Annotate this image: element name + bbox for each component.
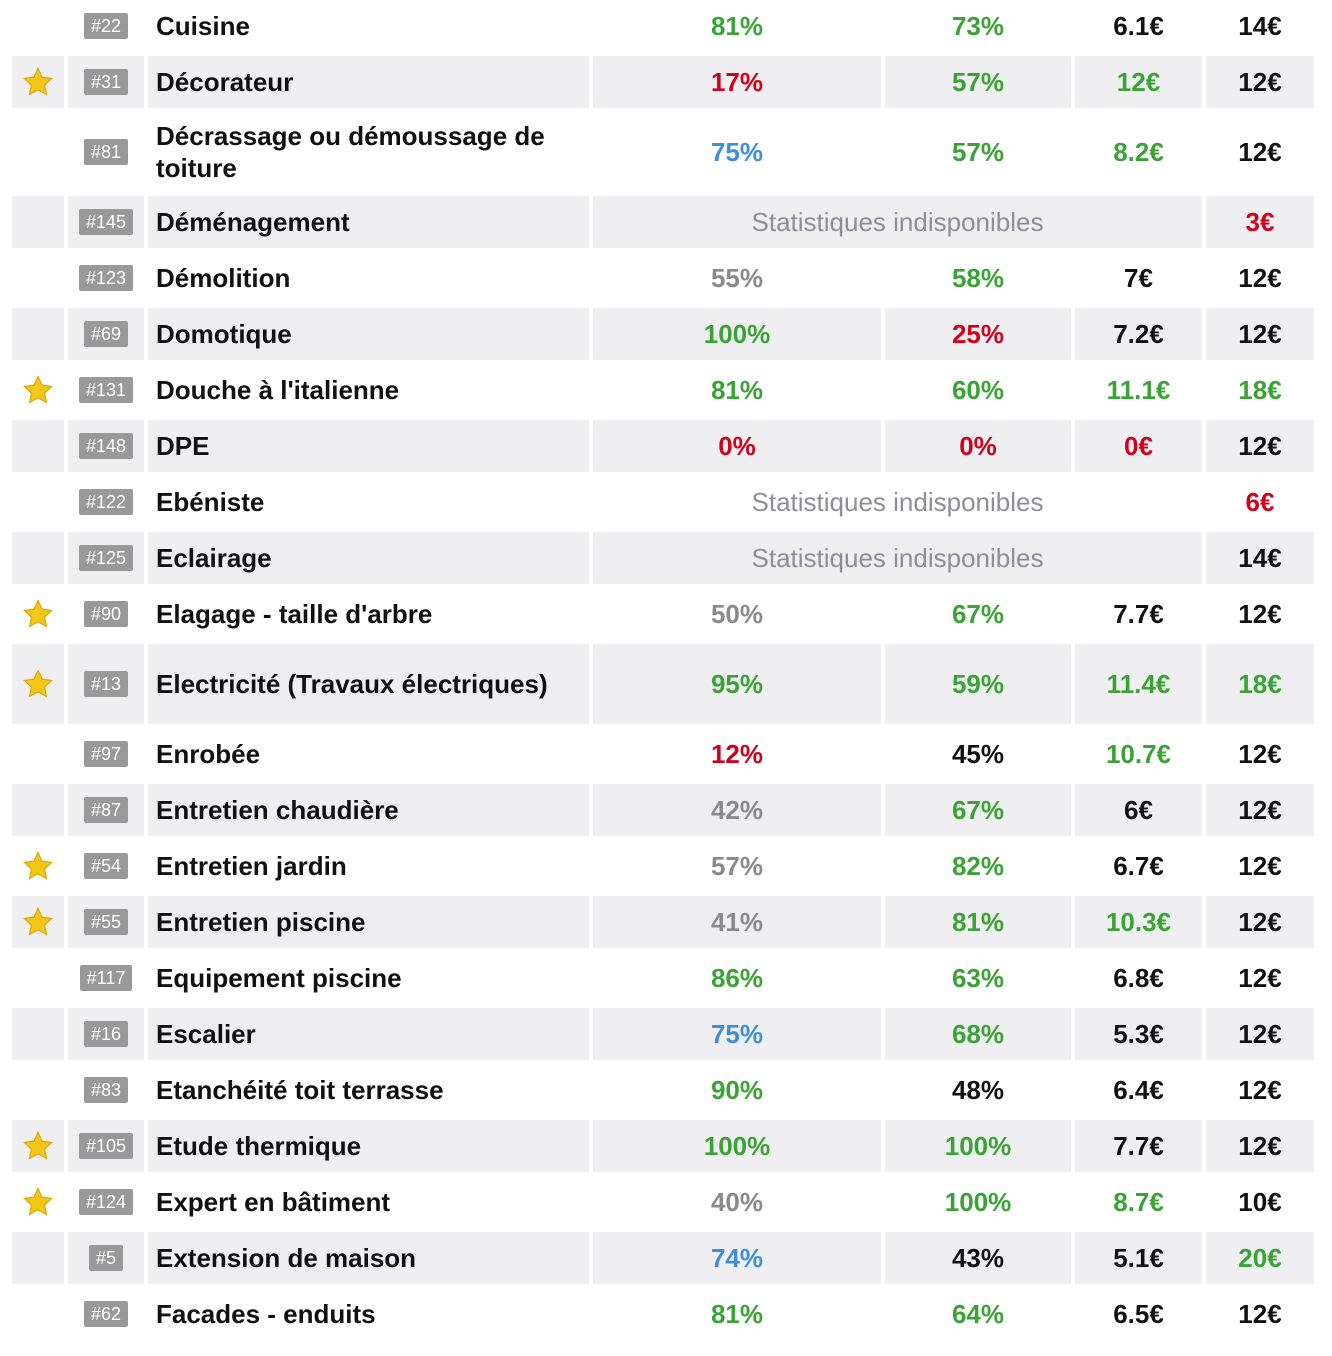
favorite-cell bbox=[12, 840, 68, 892]
rank-badge: #145 bbox=[79, 209, 133, 235]
average-price-value: 6.7€ bbox=[1113, 850, 1164, 881]
percent-2-value: 57% bbox=[951, 136, 1005, 167]
rank-cell bbox=[68, 56, 148, 108]
table-row[interactable] bbox=[12, 728, 1314, 780]
average-price-cell bbox=[1075, 588, 1206, 640]
service-name: Electricité (Travaux électriques) bbox=[148, 644, 593, 724]
average-price-cell bbox=[1075, 784, 1206, 836]
average-price-cell bbox=[1075, 0, 1206, 52]
service-name: Démolition bbox=[148, 252, 593, 304]
rank-cell bbox=[68, 420, 148, 472]
rank-cell bbox=[68, 896, 148, 948]
favorite-cell bbox=[12, 1120, 68, 1172]
average-price-cell bbox=[1075, 1064, 1206, 1116]
favorite-cell bbox=[12, 252, 68, 304]
percent-1-value: 95% bbox=[710, 668, 764, 699]
favorite-cell bbox=[12, 1288, 68, 1340]
percent-1-cell bbox=[593, 896, 885, 948]
average-price-value: 11.4€ bbox=[1106, 668, 1171, 699]
percent-1-value: 41% bbox=[710, 906, 764, 937]
percent-1-cell bbox=[593, 952, 885, 1004]
percent-1-value: 81% bbox=[710, 374, 764, 405]
favorite-cell bbox=[12, 728, 68, 780]
rank-cell bbox=[68, 196, 148, 248]
star-icon bbox=[22, 598, 54, 630]
rank-badge: #22 bbox=[84, 13, 128, 39]
rank-cell bbox=[68, 112, 148, 192]
service-name: Equipement piscine bbox=[148, 952, 593, 1004]
percent-1-value: 74% bbox=[710, 1242, 764, 1273]
price-cell bbox=[1206, 420, 1314, 472]
favorite-cell bbox=[12, 0, 68, 52]
service-name: Cuisine bbox=[148, 0, 593, 52]
table-row[interactable] bbox=[12, 952, 1314, 1004]
percent-1-value: 75% bbox=[710, 136, 764, 167]
price-value: 6€ bbox=[1245, 486, 1275, 517]
percent-2-value: 59% bbox=[951, 668, 1005, 699]
price-value: 12€ bbox=[1238, 962, 1282, 993]
percent-1-cell bbox=[593, 588, 885, 640]
table-row[interactable] bbox=[12, 252, 1314, 304]
favorite-cell bbox=[12, 952, 68, 1004]
percent-2-cell bbox=[885, 728, 1075, 780]
average-price-value: 6.1€ bbox=[1113, 10, 1164, 41]
rank-cell bbox=[68, 1176, 148, 1228]
average-price-value: 12€ bbox=[1116, 66, 1161, 97]
rank-cell bbox=[68, 952, 148, 1004]
service-name: Etanchéité toit terrasse bbox=[148, 1064, 593, 1116]
price-value: 12€ bbox=[1238, 1298, 1282, 1329]
service-name: Facades - enduits bbox=[148, 1288, 593, 1340]
average-price-cell bbox=[1075, 840, 1206, 892]
rank-badge: #105 bbox=[79, 1133, 133, 1159]
percent-1-value: 0% bbox=[718, 430, 756, 461]
rank-cell bbox=[68, 476, 148, 528]
average-price-cell bbox=[1075, 1008, 1206, 1060]
average-price-cell bbox=[1075, 1176, 1206, 1228]
percent-1-cell bbox=[593, 308, 885, 360]
table-row[interactable] bbox=[12, 840, 1314, 892]
average-price-value: 10.3€ bbox=[1105, 906, 1172, 937]
favorite-cell bbox=[12, 196, 68, 248]
percent-1-value: 57% bbox=[710, 850, 764, 881]
average-price-value: 11.1€ bbox=[1106, 374, 1171, 405]
percent-2-value: 0% bbox=[959, 430, 997, 461]
price-cell bbox=[1206, 532, 1314, 584]
rank-cell bbox=[68, 1008, 148, 1060]
rank-badge: #62 bbox=[84, 1301, 128, 1327]
table-row[interactable] bbox=[12, 896, 1314, 948]
percent-2-value: 64% bbox=[951, 1298, 1005, 1329]
percent-1-cell bbox=[593, 644, 885, 724]
price-cell bbox=[1206, 1232, 1314, 1284]
percent-1-cell bbox=[593, 1008, 885, 1060]
rank-cell bbox=[68, 1232, 148, 1284]
rank-badge: #13 bbox=[84, 671, 128, 697]
average-price-value: 5.3€ bbox=[1113, 1018, 1164, 1049]
percent-1-cell bbox=[593, 364, 885, 416]
rank-badge: #16 bbox=[84, 1021, 128, 1047]
rank-badge: #131 bbox=[79, 377, 133, 403]
average-price-value: 7€ bbox=[1124, 262, 1153, 293]
percent-2-cell bbox=[885, 1120, 1075, 1172]
percent-2-value: 67% bbox=[951, 598, 1005, 629]
price-cell bbox=[1206, 476, 1314, 528]
price-cell bbox=[1206, 1064, 1314, 1116]
star-icon bbox=[22, 850, 54, 882]
percent-1-value: 86% bbox=[710, 962, 764, 993]
favorite-cell bbox=[12, 784, 68, 836]
percent-2-cell bbox=[885, 1064, 1075, 1116]
table-row[interactable] bbox=[12, 1120, 1314, 1172]
average-price-value: 5.1€ bbox=[1113, 1242, 1164, 1273]
percent-1-cell bbox=[593, 420, 885, 472]
star-icon bbox=[22, 1186, 54, 1218]
favorite-cell bbox=[12, 420, 68, 472]
favorite-cell bbox=[12, 56, 68, 108]
service-name: Entretien chaudière bbox=[148, 784, 593, 836]
average-price-value: 7.7€ bbox=[1113, 598, 1164, 629]
price-cell bbox=[1206, 728, 1314, 780]
favorite-cell bbox=[12, 364, 68, 416]
favorite-cell bbox=[12, 644, 68, 724]
favorite-cell bbox=[12, 308, 68, 360]
percent-1-value: 17% bbox=[710, 66, 764, 97]
percent-1-value: 90% bbox=[710, 1074, 764, 1105]
rank-cell bbox=[68, 644, 148, 724]
percent-1-value: 81% bbox=[710, 10, 764, 41]
rank-badge: #117 bbox=[80, 965, 133, 991]
percent-2-value: 82% bbox=[951, 850, 1005, 881]
service-name: Enrobée bbox=[148, 728, 593, 780]
rank-badge: #55 bbox=[84, 909, 128, 935]
service-name: Ebéniste bbox=[148, 476, 593, 528]
price-cell bbox=[1206, 588, 1314, 640]
rank-badge: #148 bbox=[79, 433, 133, 459]
average-price-cell bbox=[1075, 1120, 1206, 1172]
rank-cell bbox=[68, 588, 148, 640]
rank-badge: #5 bbox=[89, 1245, 123, 1271]
percent-2-cell bbox=[885, 364, 1075, 416]
table-row[interactable] bbox=[12, 1232, 1314, 1284]
percent-2-value: 25% bbox=[951, 318, 1005, 349]
service-name: Décrassage ou démoussage de toiture bbox=[148, 112, 593, 192]
favorite-cell bbox=[12, 588, 68, 640]
price-cell bbox=[1206, 252, 1314, 304]
table-row[interactable] bbox=[12, 1008, 1314, 1060]
average-price-cell bbox=[1075, 896, 1206, 948]
average-price-cell bbox=[1075, 728, 1206, 780]
service-name: Expert en bâtiment bbox=[148, 1176, 593, 1228]
average-price-value: 8.7€ bbox=[1113, 1186, 1164, 1217]
average-price-value: 8.2€ bbox=[1113, 136, 1164, 167]
table-row[interactable] bbox=[12, 532, 1314, 584]
star-icon bbox=[22, 1130, 54, 1162]
price-cell bbox=[1206, 1008, 1314, 1060]
percent-1-value: 55% bbox=[710, 262, 764, 293]
percent-2-cell bbox=[885, 588, 1075, 640]
percent-2-cell bbox=[885, 56, 1075, 108]
percent-1-value: 42% bbox=[710, 794, 764, 825]
price-value: 3€ bbox=[1245, 206, 1275, 237]
average-price-value: 6.8€ bbox=[1113, 962, 1164, 993]
average-price-cell bbox=[1075, 420, 1206, 472]
rank-cell bbox=[68, 840, 148, 892]
price-cell bbox=[1206, 364, 1314, 416]
favorite-cell bbox=[12, 532, 68, 584]
percent-2-cell bbox=[885, 1008, 1075, 1060]
percent-1-cell bbox=[593, 1232, 885, 1284]
percent-2-value: 60% bbox=[951, 374, 1005, 405]
price-cell bbox=[1206, 112, 1314, 192]
table-row[interactable] bbox=[12, 56, 1314, 108]
percent-1-cell bbox=[593, 0, 885, 52]
service-name: Déménagement bbox=[148, 196, 593, 248]
price-cell bbox=[1206, 1288, 1314, 1340]
table-row[interactable] bbox=[12, 644, 1314, 724]
price-value: 12€ bbox=[1238, 598, 1282, 629]
rank-badge: #31 bbox=[84, 69, 128, 95]
price-cell bbox=[1206, 896, 1314, 948]
favorite-cell bbox=[12, 1008, 68, 1060]
price-value: 12€ bbox=[1238, 1130, 1282, 1161]
percent-2-value: 67% bbox=[951, 794, 1005, 825]
price-cell bbox=[1206, 0, 1314, 52]
rank-badge: #123 bbox=[79, 265, 133, 291]
rank-badge: #90 bbox=[84, 601, 128, 627]
rank-cell bbox=[68, 0, 148, 52]
percent-1-cell bbox=[593, 1176, 885, 1228]
table-row[interactable] bbox=[12, 196, 1314, 248]
favorite-cell bbox=[12, 1176, 68, 1228]
rank-cell bbox=[68, 1064, 148, 1116]
price-cell bbox=[1206, 952, 1314, 1004]
rank-cell bbox=[68, 364, 148, 416]
service-name: Escalier bbox=[148, 1008, 593, 1060]
percent-2-cell bbox=[885, 1232, 1075, 1284]
price-cell bbox=[1206, 196, 1314, 248]
price-value: 14€ bbox=[1238, 10, 1282, 41]
rank-cell bbox=[68, 1120, 148, 1172]
price-value: 10€ bbox=[1238, 1186, 1282, 1217]
percent-2-cell bbox=[885, 112, 1075, 192]
percent-2-cell bbox=[885, 644, 1075, 724]
price-value: 12€ bbox=[1238, 906, 1282, 937]
favorite-cell bbox=[12, 1232, 68, 1284]
table-row[interactable] bbox=[12, 784, 1314, 836]
percent-1-value: 40% bbox=[710, 1186, 764, 1217]
price-value: 12€ bbox=[1238, 318, 1282, 349]
favorite-cell bbox=[12, 896, 68, 948]
average-price-value: 0€ bbox=[1124, 430, 1153, 461]
percent-2-value: 100% bbox=[944, 1186, 1012, 1217]
rank-badge: #87 bbox=[84, 797, 128, 823]
service-name: Entretien piscine bbox=[148, 896, 593, 948]
percent-1-cell bbox=[593, 784, 885, 836]
table-row[interactable] bbox=[12, 112, 1314, 192]
price-value: 12€ bbox=[1238, 850, 1282, 881]
rank-badge: #122 bbox=[79, 489, 133, 515]
percent-1-value: 81% bbox=[710, 1298, 764, 1329]
stats-unavailable: Statistiques indisponibles bbox=[593, 532, 1206, 584]
rank-badge: #83 bbox=[84, 1077, 128, 1103]
price-value: 12€ bbox=[1238, 66, 1282, 97]
percent-1-value: 75% bbox=[710, 1018, 764, 1049]
percent-1-cell bbox=[593, 728, 885, 780]
price-cell bbox=[1206, 56, 1314, 108]
percent-2-value: 73% bbox=[951, 10, 1005, 41]
price-value: 14€ bbox=[1238, 542, 1282, 573]
table-row[interactable] bbox=[12, 0, 1314, 52]
percent-2-value: 81% bbox=[951, 906, 1005, 937]
average-price-cell bbox=[1075, 56, 1206, 108]
rank-cell bbox=[68, 308, 148, 360]
star-icon bbox=[22, 374, 54, 406]
price-cell bbox=[1206, 308, 1314, 360]
percent-2-cell bbox=[885, 420, 1075, 472]
percent-2-cell bbox=[885, 0, 1075, 52]
table-row[interactable] bbox=[12, 420, 1314, 472]
rank-cell bbox=[68, 532, 148, 584]
percent-1-cell bbox=[593, 840, 885, 892]
price-cell bbox=[1206, 644, 1314, 724]
table-row[interactable] bbox=[12, 1288, 1314, 1340]
table-row[interactable] bbox=[12, 308, 1314, 360]
rank-cell bbox=[68, 784, 148, 836]
average-price-cell bbox=[1075, 1232, 1206, 1284]
service-name: Domotique bbox=[148, 308, 593, 360]
service-name: Elagage - taille d'arbre bbox=[148, 588, 593, 640]
percent-1-cell bbox=[593, 252, 885, 304]
price-value: 12€ bbox=[1238, 262, 1282, 293]
rank-badge: #125 bbox=[79, 545, 133, 571]
price-value: 12€ bbox=[1238, 136, 1282, 167]
rank-cell bbox=[68, 728, 148, 780]
percent-2-cell bbox=[885, 896, 1075, 948]
price-value: 18€ bbox=[1238, 668, 1282, 699]
rank-cell bbox=[68, 252, 148, 304]
percent-2-cell bbox=[885, 784, 1075, 836]
average-price-value: 6.5€ bbox=[1113, 1298, 1164, 1329]
star-icon bbox=[22, 66, 54, 98]
percent-2-cell bbox=[885, 952, 1075, 1004]
service-name: Etude thermique bbox=[148, 1120, 593, 1172]
stats-unavailable: Statistiques indisponibles bbox=[593, 476, 1206, 528]
percent-2-cell bbox=[885, 1176, 1075, 1228]
average-price-cell bbox=[1075, 1288, 1206, 1340]
percent-2-value: 68% bbox=[951, 1018, 1005, 1049]
average-price-value: 7.2€ bbox=[1113, 318, 1164, 349]
percent-2-value: 45% bbox=[951, 738, 1005, 769]
percent-2-cell bbox=[885, 1288, 1075, 1340]
price-cell bbox=[1206, 784, 1314, 836]
percent-2-value: 100% bbox=[944, 1130, 1012, 1161]
percent-1-cell bbox=[593, 1288, 885, 1340]
percent-2-value: 43% bbox=[951, 1242, 1005, 1273]
average-price-cell bbox=[1075, 364, 1206, 416]
percent-1-value: 100% bbox=[703, 1130, 771, 1161]
percent-2-value: 48% bbox=[951, 1074, 1005, 1105]
percent-2-value: 63% bbox=[951, 962, 1005, 993]
rank-badge: #124 bbox=[79, 1189, 133, 1215]
percent-1-cell bbox=[593, 1064, 885, 1116]
average-price-cell bbox=[1075, 644, 1206, 724]
percent-2-value: 57% bbox=[951, 66, 1005, 97]
average-price-cell bbox=[1075, 308, 1206, 360]
table-row[interactable] bbox=[12, 1176, 1314, 1228]
average-price-value: 6.4€ bbox=[1113, 1074, 1164, 1105]
favorite-cell bbox=[12, 476, 68, 528]
favorite-cell bbox=[12, 112, 68, 192]
percent-2-cell bbox=[885, 252, 1075, 304]
service-name: Extension de maison bbox=[148, 1232, 593, 1284]
average-price-value: 10.7€ bbox=[1105, 738, 1172, 769]
price-value: 18€ bbox=[1238, 374, 1282, 405]
average-price-cell bbox=[1075, 112, 1206, 192]
price-cell bbox=[1206, 840, 1314, 892]
price-value: 12€ bbox=[1238, 794, 1282, 825]
percent-2-value: 58% bbox=[951, 262, 1005, 293]
percent-1-value: 12% bbox=[710, 738, 764, 769]
price-cell bbox=[1206, 1176, 1314, 1228]
price-value: 12€ bbox=[1238, 430, 1282, 461]
table-row[interactable] bbox=[12, 588, 1314, 640]
table-row[interactable] bbox=[12, 1064, 1314, 1116]
percent-1-cell bbox=[593, 56, 885, 108]
price-cell bbox=[1206, 1120, 1314, 1172]
price-value: 12€ bbox=[1238, 738, 1282, 769]
rank-cell bbox=[68, 1288, 148, 1340]
rank-badge: #54 bbox=[84, 853, 128, 879]
favorite-cell bbox=[12, 1064, 68, 1116]
percent-2-cell bbox=[885, 840, 1075, 892]
percent-2-cell bbox=[885, 308, 1075, 360]
star-icon bbox=[22, 906, 54, 938]
stats-unavailable: Statistiques indisponibles bbox=[593, 196, 1206, 248]
table-row[interactable] bbox=[12, 476, 1314, 528]
service-name: Décorateur bbox=[148, 56, 593, 108]
average-price-value: 7.7€ bbox=[1113, 1130, 1164, 1161]
price-value: 12€ bbox=[1238, 1074, 1282, 1105]
service-name: DPE bbox=[148, 420, 593, 472]
price-value: 20€ bbox=[1238, 1242, 1282, 1273]
average-price-cell bbox=[1075, 952, 1206, 1004]
percent-1-value: 100% bbox=[703, 318, 771, 349]
service-name: Entretien jardin bbox=[148, 840, 593, 892]
average-price-value: 6€ bbox=[1124, 794, 1153, 825]
services-table bbox=[12, 0, 1314, 1344]
percent-1-cell bbox=[593, 1120, 885, 1172]
rank-badge: #97 bbox=[84, 741, 128, 767]
star-icon bbox=[22, 668, 54, 700]
service-name: Eclairage bbox=[148, 532, 593, 584]
price-value: 12€ bbox=[1238, 1018, 1282, 1049]
service-name: Douche à l'italienne bbox=[148, 364, 593, 416]
percent-1-cell bbox=[593, 112, 885, 192]
table-row[interactable] bbox=[12, 364, 1314, 416]
percent-1-value: 50% bbox=[710, 598, 764, 629]
average-price-cell bbox=[1075, 252, 1206, 304]
rank-badge: #81 bbox=[84, 139, 128, 165]
rank-badge: #69 bbox=[84, 321, 128, 347]
